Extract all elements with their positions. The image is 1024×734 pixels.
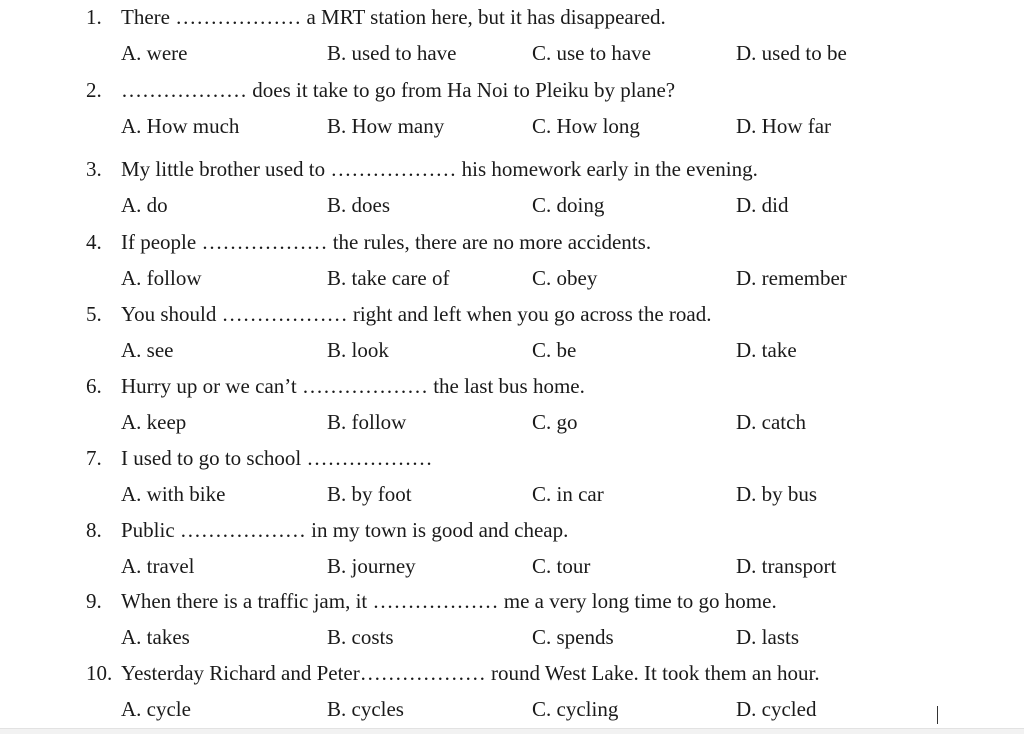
text-cursor [937, 706, 938, 724]
question-10 [0, 656, 1024, 728]
option-b: B. look [327, 338, 389, 362]
question-text: Hurry up or we can’t ……………… the last bus home. [121, 374, 585, 398]
question-3 [0, 152, 1024, 224]
option-b: B. journey [327, 554, 416, 578]
option-c: C. obey [532, 266, 598, 290]
question-text: ……………… does it take to go from Ha Noi to Pleiku by plane? [121, 78, 676, 102]
question-number: 1. [86, 5, 102, 29]
option-d: D. used to be [736, 41, 847, 65]
option-b: B. follow [327, 410, 407, 434]
question-2 [0, 73, 1024, 145]
option-c: C. go [532, 410, 578, 434]
option-c: C. How long [532, 114, 640, 138]
option-b: B. take care of [327, 266, 450, 290]
option-b: B. costs [327, 625, 394, 649]
option-c: C. in car [532, 482, 604, 506]
option-c: C. use to have [532, 41, 651, 65]
question-1 [0, 0, 1024, 72]
question-number: 8. [86, 518, 102, 542]
option-d: D. take [736, 338, 797, 362]
option-b: B. used to have [327, 41, 457, 65]
question-number: 9. [86, 589, 102, 613]
question-6 [0, 369, 1024, 441]
question-number: 10. [86, 661, 113, 685]
question-number: 7. [86, 446, 102, 470]
question-text: When there is a traffic jam, it ……………… me a very long time to go home. [121, 589, 777, 613]
option-d: D. How far [736, 114, 832, 138]
question-text: Public ……………… in my town is good and cheap. [121, 518, 569, 542]
option-d: D. by bus [736, 482, 818, 506]
question-number: 6. [86, 374, 102, 398]
option-a: A. How much [121, 114, 240, 138]
question-text: My little brother used to ……………… his homework early in the evening. [121, 157, 758, 181]
option-a: A. cycle [121, 697, 191, 721]
option-d: D. cycled [736, 697, 817, 721]
question-7 [0, 441, 1024, 513]
question-text: I used to go to school ……………… [121, 446, 433, 470]
option-d: D. lasts [736, 625, 799, 649]
question-4 [0, 225, 1024, 297]
option-a: A. with bike [121, 482, 226, 506]
option-c: C. tour [532, 554, 591, 578]
question-text: There ……………… a MRT station here, but it has disappeared. [121, 5, 666, 29]
option-a: A. takes [121, 625, 190, 649]
option-d: D. transport [736, 554, 837, 578]
question-text: If people ……………… the rules, there are no more accidents. [121, 230, 652, 254]
question-text: You should ……………… right and left when you go across the road. [121, 302, 712, 326]
option-a: A. keep [121, 410, 187, 434]
option-d: D. remember [736, 266, 847, 290]
option-a: A. do [121, 193, 168, 217]
question-text: Yesterday Richard and Peter……………… round West Lake. It took them an hour. [121, 661, 820, 685]
option-c: C. spends [532, 625, 614, 649]
question-number: 2. [86, 78, 102, 102]
option-a: A. travel [121, 554, 195, 578]
option-b: B. How many [327, 114, 445, 138]
option-b: B. does [327, 193, 390, 217]
option-a: A. see [121, 338, 174, 362]
question-number: 5. [86, 302, 102, 326]
question-9 [0, 584, 1024, 656]
option-c: C. be [532, 338, 577, 362]
option-c: C. doing [532, 193, 605, 217]
option-d: D. did [736, 193, 789, 217]
question-8 [0, 513, 1024, 585]
option-a: A. were [121, 41, 188, 65]
option-b: B. cycles [327, 697, 404, 721]
question-number: 4. [86, 230, 102, 254]
question-number: 3. [86, 157, 102, 181]
page-bottom-edge [0, 728, 1024, 734]
option-a: A. follow [121, 266, 202, 290]
option-d: D. catch [736, 410, 806, 434]
question-5 [0, 297, 1024, 369]
option-b: B. by foot [327, 482, 412, 506]
option-c: C. cycling [532, 697, 619, 721]
